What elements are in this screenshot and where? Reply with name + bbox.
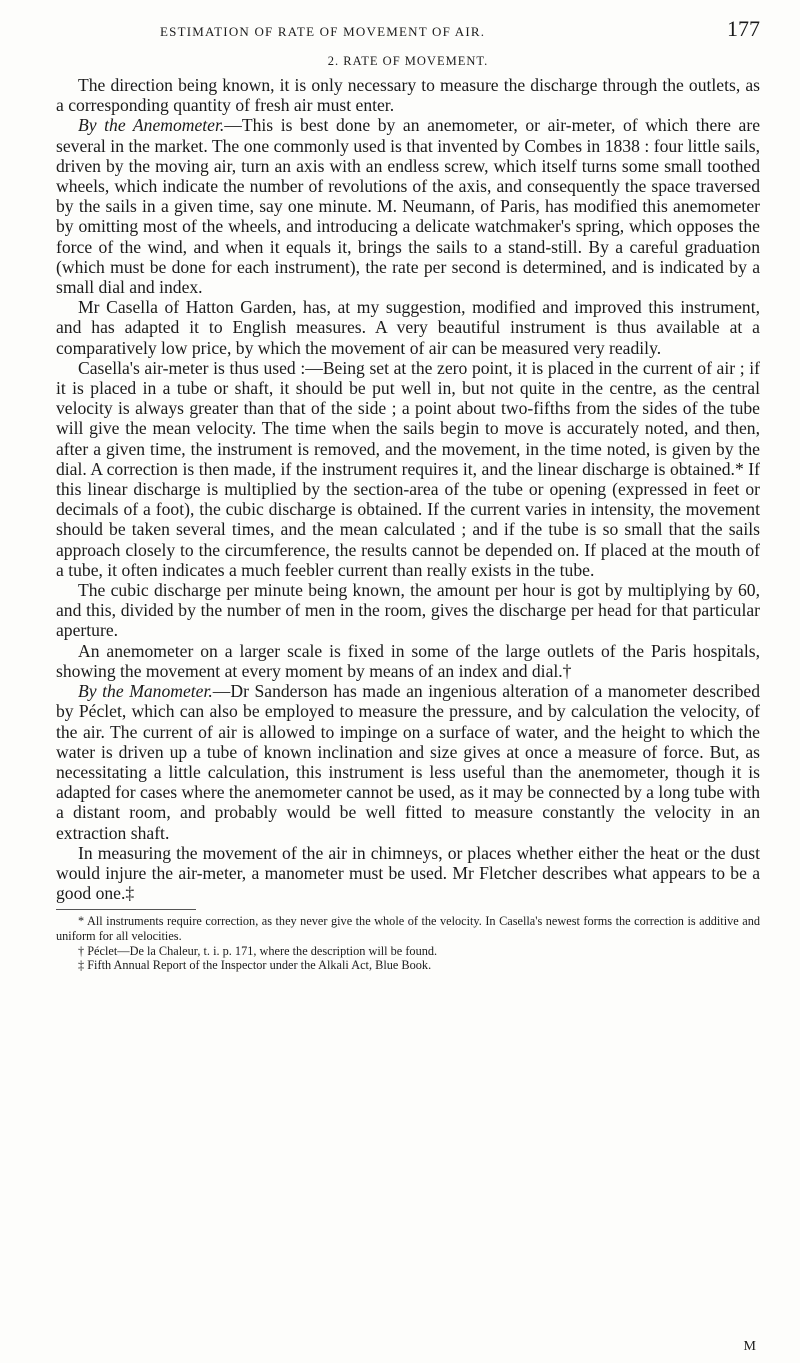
body-text [56, 75, 760, 903]
page-number: 177 [727, 16, 760, 41]
paragraph [56, 843, 760, 904]
paragraph-text: An anemometer on a larger scale is fixed in some of the large outlets of the Paris hospitals, showing the movement at every moment by means of an index and dial.† [56, 640, 760, 681]
paragraph-text: —Dr Sanderson has made an ingenious alteration of a manometer described by Péclet, which can also be employed to measure the pressure, and by calculation the velocity, of the air. The current of air is allowed to impinge on a surface of water, and the height to which the water is driven up a tube of known inclination and size gives at once a measure of force. But, as necessitating a little calculation, this instrument is less useful than the anemometer, though it is adapted for cases where the anemometer cannot be used, as it may be connected by a long tube with a distant room, and probably would be well fitted to measure constantly the velocity in an extraction shaft. [56, 681, 760, 843]
book-page [56, 14, 760, 973]
section-heading: 2. RATE OF MOVEMENT. [327, 54, 489, 68]
footnote: ‡ Fifth Annual Report of the Inspector under the Alkali Act, Blue Book. [78, 958, 432, 973]
paragraph-text: Mr Casella of Hatton Garden, has, at my suggestion, modified and improved this instrument, and has adapted it to English measures. A very beautiful instrument is thus available at a comparatively low price, by which the movement of air can be measured very readily. [56, 297, 760, 358]
paragraph [56, 75, 760, 115]
footnote: * All instruments require correction, as they never give the whole of the velocity. In Casella's newest forms the correction is additive and uniform for all velocities. [56, 914, 760, 943]
paragraph [56, 297, 760, 358]
paragraph [56, 115, 760, 297]
paragraph-text: The cubic discharge per minute being known, the amount per hour is got by multiplying by 60, and this, divided by the number of men in the room, gives the discharge per head for that particular aperture. [56, 580, 760, 641]
running-head [56, 14, 760, 54]
paragraph-lead: By the Manometer. [78, 681, 213, 702]
footnotes [56, 914, 760, 972]
paragraph [56, 641, 760, 681]
paragraph [56, 681, 760, 843]
paragraph-text: The direction being known, it is only necessary to measure the discharge through the outlets, as a corresponding quantity of fresh air must enter. [56, 75, 760, 116]
paragraph-text: —This is best done by an anemometer, or air-meter, of which there are several in the market. The one commonly used is that invented by Combes in 1838 : four little sails, driven by the moving air, turn an axis with an endless screw, which itself turns some small toothed wheels, which indicate the number of revolutions of the axis, and consequently the space traversed by the sails in a given time, say one minute. M. Neumann, of Paris, has modified this anemometer by omitting most of the wheels, and introducing a delicate watchmaker's spring, which opposes the force of the wind, and when it equals it, brings the sails to a stand-still. By a careful graduation (which must be done for each instrument), the rate per second is determined, and is indicated by a small dial and index. [56, 115, 760, 298]
running-head-title: ESTIMATION OF RATE OF MOVEMENT OF AIR. [160, 24, 486, 39]
paragraph-text: Casella's air-meter is thus used :—Being set at the zero point, it is placed in the current of air ; if it is placed in a tube or shaft, it should be put well in, but not quite in the centre, as the central velocity is always greater than that of the side ; a point about two-fifths from the sides of the tube will give the mean velocity. The time when the sails begin to move is accurately noted, and then, after a given time, the instrument is removed, and the movement, in the time noted, is given by the dial. A correction is then made, if the instrument requires it, and the linear discharge is obtained.* If this linear discharge is multiplied by the section-area of the tube or opening (expressed in feet or decimals of a foot), the cubic discharge is obtained. If the current varies in intensity, the movement should be taken several times, and the mean calculated ; and if the tube is so small that the sails approach closely to the circumference, the results cannot be depended on. If placed at the mouth of a tube, it often indicates a much feebler current than really exists in the tube. [56, 357, 760, 580]
paragraph-text: In measuring the movement of the air in chimneys, or places whether either the heat or the dust would injure the air-meter, a manometer must be used. Mr Fletcher describes what appears to be a good one.‡ [56, 842, 760, 904]
paragraph-lead: By the Anemometer. [78, 115, 225, 136]
footnote-divider [56, 909, 196, 910]
paragraph [56, 358, 760, 580]
footnote: † Péclet—De la Chaleur, t. i. p. 171, where the description will be found. [78, 943, 438, 958]
paragraph [56, 580, 760, 641]
signature-mark: M [743, 1339, 756, 1354]
